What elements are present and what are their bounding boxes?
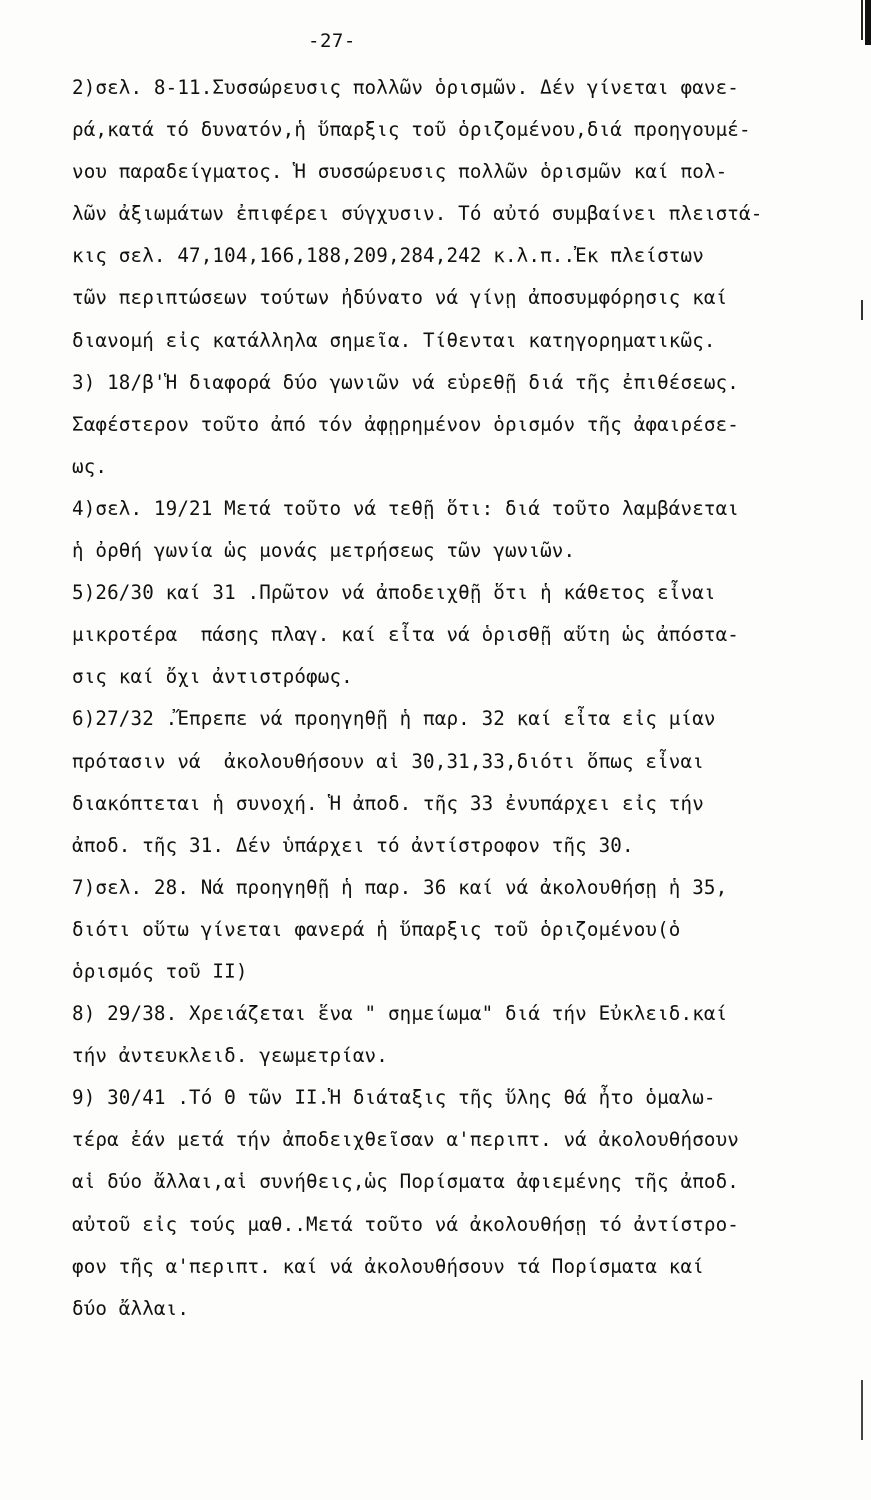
text-line: διακόπτεται ἡ συνοχή. Ἡ ἀποδ. τῆς 33 ἐνυπάρχει εἰς τήν	[72, 791, 704, 815]
text-line: ως.	[72, 454, 108, 478]
text-line: ὁρισμός τοῦ ΙΙ)	[72, 959, 248, 983]
text-line: 9) 30/41 .Τό Θ τῶν ΙΙ.Ἡ διάταξις τῆς ὕλης θά ἦτο ὁμαλω-	[72, 1086, 716, 1110]
text-line: φον τῆς α'περιπτ. καί νά ἀκολουθήσουν τά Πορίσματα καί	[72, 1254, 704, 1278]
text-line: 5)26/30 καί 31 .Πρῶτον νά ἀποδειχθῇ ὅτι ἡ κάθετος εἶναι	[72, 581, 716, 605]
text-line: ρά,κατά τό δυνατόν,ἡ ὕπαρξις τοῦ ὁριζομένου,διά προηγουμέ-	[72, 118, 751, 142]
page-edge-shadow	[865, 0, 871, 1500]
typed-text-body	[72, 74, 837, 1337]
text-line: διότι οὕτω γίνεται φανερά ἡ ὕπαρξις τοῦ ὁριζομένου(ὁ	[72, 917, 681, 941]
text-line: 3) 18/β'Ἡ διαφορά δύο γωνιῶν νά εὑρεθῇ διά τῆς ἐπιθέσεως.	[72, 370, 740, 394]
text-line: 8) 29/38. Χρειάζεται ἕνα " σημείωμα" διά τήν Εὐκλειδ.καί	[72, 1002, 728, 1026]
text-line: 6)27/32 .Ἔπρεπε νά προηγηθῇ ἡ παρ. 32 καί εἶτα εἰς μίαν	[72, 707, 716, 731]
text-line: διανομή εἰς κατάλληλα σημεῖα. Τίθενται κατηγορηματικῶς.	[72, 328, 716, 352]
text-line: αἱ δύο ἄλλαι,αἱ συνήθεις,ὡς Πορίσματα ἀφιεμένης τῆς ἀποδ.	[72, 1170, 740, 1194]
text-line: μικροτέρα πάσης πλαγ. καί εἶτα νά ὁρισθῇ αὕτη ὡς ἀπόστα-	[72, 623, 740, 647]
text-line: πρότασιν νά ἀκολουθήσουν αἱ 30,31,33,διότι ὅπως εἶναι	[72, 749, 704, 773]
text-line: σις καί ὄχι ἀντιστρόφως.	[72, 665, 353, 689]
text-line: αὐτοῦ εἰς τούς μαθ..Μετά τοῦτο νά ἀκολουθήσῃ τό ἀντίστρο-	[72, 1212, 740, 1236]
text-line: κις σελ. 47,104,166,188,209,284,242 κ.λ.π..Ἐκ πλείστων	[72, 244, 704, 268]
text-line: 2)σελ. 8-11.Συσσώρευσις πολλῶν ὁρισμῶν. Δέν γίνεται φανε-	[72, 76, 740, 99]
page-number: -27-	[308, 30, 356, 52]
text-line: δύο ἄλλαι.	[72, 1296, 190, 1320]
text-line: Σαφέστερον τοῦτο ἀπό τόν ἀφῃρημένον ὁρισμόν τῆς ἀφαιρέσε-	[72, 412, 740, 436]
text-line: τῶν περιπτώσεων τούτων ἠδύνατο νά γίνῃ ἀποσυμφόρησις καί	[72, 286, 728, 310]
text-line: ἀποδ. τῆς 31. Δέν ὑπάρχει τό ἀντίστροφον τῆς 30.	[72, 833, 634, 857]
page-edge-line	[861, 0, 863, 1500]
text-line: 4)σελ. 19/21 Μετά τοῦτο νά τεθῇ ὅτι: διά τοῦτο λαμβάνεται	[72, 496, 740, 520]
text-line: ἡ ὀρθή γωνία ὡς μονάς μετρήσεως τῶν γωνιῶν.	[72, 539, 576, 563]
text-line: νου παραδείγματος. Ἡ συσσώρευσις πολλῶν ὁρισμῶν καί πολ-	[72, 160, 728, 184]
text-line: τέρα ἐάν μετά τήν ἀποδειχθεῖσαν α'περιπτ. νά ἀκολουθήσουν	[72, 1128, 740, 1152]
text-line: λῶν ἀξιωμάτων ἐπιφέρει σύγχυσιν. Τό αὐτό συμβαίνει πλειστά-	[72, 202, 763, 226]
text-line: 7)σελ. 28. Νά προηγηθῇ ἡ παρ. 36 καί νά ἀκολουθήσῃ ἡ 35,	[72, 875, 728, 899]
text-line: τήν ἀντευκλειδ. γεωμετρίαν.	[72, 1044, 388, 1068]
